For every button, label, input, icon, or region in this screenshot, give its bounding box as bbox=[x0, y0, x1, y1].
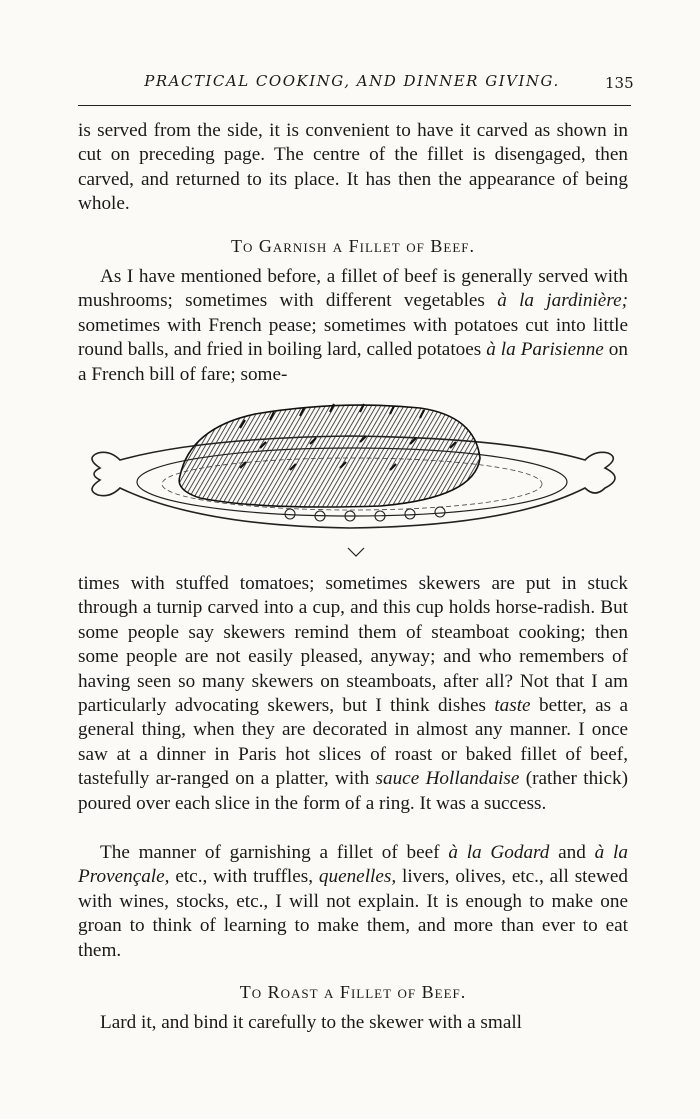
roast-paragraph-1 bbox=[78, 1011, 628, 1035]
text-run: better, as a general thing, when they are decorated in almost any manner. I once saw at a dinner in Paris hot slices of roast or baked fillet of beef, tastefully ar-ranged on a platter, with bbox=[78, 695, 628, 790]
italic-run: à la Parisienne bbox=[486, 339, 604, 361]
heading-garnish: To Garnish a Fillet of Beef. bbox=[230, 236, 475, 256]
italic-run: à la jardinière; bbox=[497, 290, 628, 312]
text-run: and bbox=[549, 842, 595, 863]
garnish-paragraph-1 bbox=[78, 265, 628, 387]
italic-run: à la Provençale, bbox=[78, 842, 628, 888]
garnish-text-2 bbox=[78, 572, 628, 816]
roast-text-1: Lard it, and bind it carefully to the skewer with a small bbox=[100, 1012, 523, 1033]
text-run: times with stuffed tomatoes; sometimes skewers are put in stuck through a turnip carved into a cup, and this cup holds horse-radish. But some people say skewers remind them of steamboat cooking; then some people are not easily pleased, anyway; and who remembers of having seen so many skewers on steamboats, after all? Not that I am particularly advocating skewers, but I think dishes bbox=[78, 573, 628, 717]
garnish-text-3 bbox=[78, 841, 628, 963]
italic-run: quenelles, bbox=[318, 866, 397, 888]
heading-roast: To Roast a Fillet of Beef. bbox=[239, 982, 467, 1002]
header-rule bbox=[78, 105, 631, 106]
italic-run: à la Godard bbox=[448, 842, 550, 863]
garnish-paragraph-2 bbox=[78, 572, 628, 816]
intro-paragraph bbox=[78, 119, 628, 217]
text-run: etc., with truffles, bbox=[169, 866, 319, 888]
text-run: The manner of garnishing a fillet of beef bbox=[100, 842, 449, 863]
text-run: (rather thick) poured over each slice in the form of a ring. It was a success. bbox=[78, 768, 628, 814]
fillet-of-beef-illustration bbox=[80, 398, 620, 563]
running-title: PRACTICAL COOKING, AND DINNER GIVING. bbox=[144, 72, 560, 90]
intro-text: is served from the side, it is convenient to have it carved as shown in cut on preceding page. The centre of the fillet is disengaged, then carved, and returned to its place. It has then the appearance of being whole. bbox=[78, 120, 628, 215]
garnish-paragraph-3 bbox=[78, 841, 628, 963]
italic-run: taste bbox=[494, 695, 531, 717]
garnish-text-1 bbox=[78, 265, 628, 387]
text-run: sometimes with French pease; sometimes with potatoes cut into little round balls, and fried in boiling lard, called potatoes bbox=[78, 314, 628, 361]
page-number: 135 bbox=[605, 74, 634, 92]
text-run: on a French bill of fare; some- bbox=[78, 339, 628, 385]
text-run: livers, olives, etc., all stewed with wines, stocks, etc., I will not explain. It is enough to make one groan to think of learning to make them, and more than ever to eat them. bbox=[78, 866, 628, 961]
text-run: As I have mentioned before, a fillet of beef is generally served with mushrooms; sometimes with different vegetables bbox=[78, 266, 628, 312]
italic-run: sauce Hollandaise bbox=[375, 768, 520, 790]
